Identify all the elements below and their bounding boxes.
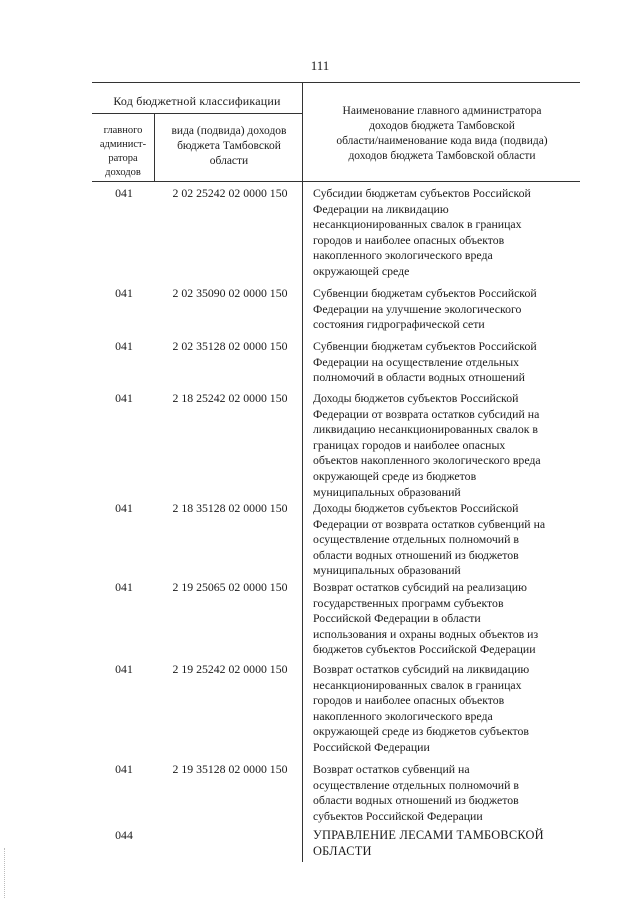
revenue-code: 2 02 25242 02 0000 150 (172, 186, 288, 200)
revenue-code: 2 02 35090 02 0000 150 (172, 286, 288, 300)
section-title: УПРАВЛЕНИЕ ЛЕСАМИ ТАМБОВСКОЙ ОБЛАСТИ (313, 828, 544, 858)
revenue-name: Возврат остатков субсидий на реализацию государственных программ субъектов Российской Федерации в области использования и охраны водных объектов из бюджетов субъектов Российской Федерации (313, 580, 539, 657)
revenue-code: 2 19 35128 02 0000 150 (172, 762, 288, 776)
header-name: Наименование главного администратора доходов бюджета Тамбовской области/наименование кода вида (подвида) доходов бюджета Тамбовской области (336, 105, 548, 162)
admin-code: 041 (115, 501, 133, 515)
admin-code: 044 (115, 828, 133, 842)
page-number: 111 (310, 58, 330, 73)
revenue-code: 2 02 35128 02 0000 150 (172, 339, 288, 353)
revenue-code: 2 19 25242 02 0000 150 (172, 662, 288, 676)
revenue-name: Возврат остатков субсидий на ликвидацию несанкционированных свалок в границах городов и наиболее опасных объектов накопленного экологического вреда окружающей среде из бюджетов субъектов Российской Федерации (313, 662, 530, 754)
header-bottom-rule (92, 181, 580, 182)
admin-code: 041 (115, 339, 133, 353)
revenue-name: Возврат остатков субвенций на осуществление отдельных полномочий в области водных отношений из бюджетов субъектов Российской Федерации (313, 762, 519, 823)
header-revenue-kind: вида (подвида) доходов бюджета Тамбовской области (171, 125, 287, 167)
revenue-name: Субсидии бюджетам субъектов Российской Федерации на ликвидацию несанкционированных свалок в границах городов и наиболее опасных объектов накопленного экологического вреда окружающей среде (313, 186, 531, 278)
admin-code: 041 (115, 762, 133, 776)
revenue-name: Доходы бюджетов субъектов Российской Федерации от возврата остатков субсидий на ликвидацию несанкционированных свалок в границах городов и наиболее опасных объектов накопленного экологического вреда окружающей среде из бюджетов муниципальных образований (313, 391, 541, 499)
revenue-name: Доходы бюджетов субъектов Российской Федерации от возврата остатков субвенций на осуществление отдельных полномочий в области водных отношений из бюджетов муниципальных образований (313, 501, 546, 578)
revenue-code: 2 19 25065 02 0000 150 (172, 580, 288, 594)
revenue-name: Субвенции бюджетам субъектов Российской Федерации на осуществление отдельных полномочий в области водных отношений (313, 339, 537, 385)
header-chief-admin: главного админист- ратора доходов (99, 125, 147, 178)
column-divider-admin (154, 113, 155, 181)
header-sub-rule (92, 113, 302, 114)
revenue-name: Субвенции бюджетам субъектов Российской Федерации на улучшение экологического состояния гидрографической сети (313, 286, 537, 332)
revenue-code: 2 18 25242 02 0000 150 (172, 391, 288, 405)
header-top-rule (92, 82, 580, 83)
margin-scan-mark (4, 848, 9, 898)
revenue-code: 2 18 35128 02 0000 150 (172, 501, 288, 515)
admin-code: 041 (115, 186, 133, 200)
admin-code: 041 (115, 580, 133, 594)
column-divider-name (302, 82, 303, 862)
header-code-classification: Код бюджетной классификации (113, 94, 281, 108)
admin-code: 041 (115, 286, 133, 300)
admin-code: 041 (115, 391, 133, 405)
admin-code: 041 (115, 662, 133, 676)
